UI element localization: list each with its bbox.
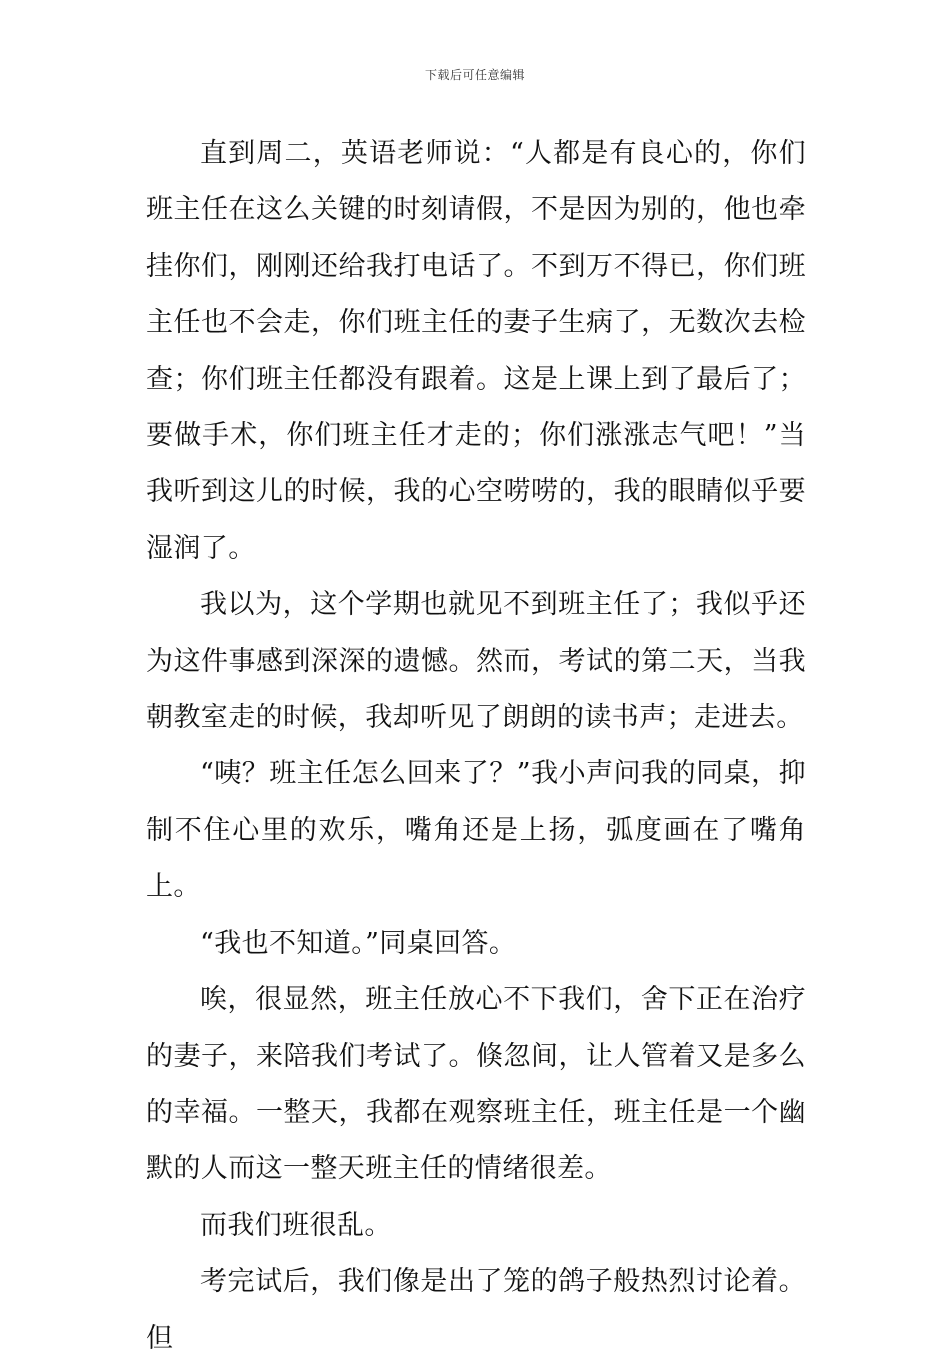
paragraph: “我也不知道。”同桌回答。 xyxy=(200,927,517,959)
paragraph: 我以为，这个学期也就见不到班主任了；我似乎还为这件事感到深深的遗憾。然而，考试的第二天，当我朝教室走的时候，我却听见了朗朗的读书声；走进去。 xyxy=(146,589,806,734)
paragraph: 直到周二，英语老师说：“人都是有良心的，你们班主任在这么关键的时刻请假，不是因为别的，他也牵挂你们，刚刚还给我打电话了。不到万不得已，你们班主任也不会走，你们班主任的妻子生病了，无数次去检查；你们班主任都没有跟着。这是上课上到了最后了；要做手术，你们班主任才走的；你们涨涨志气吧！”当我听到这儿的时候，我的心空唠唠的，我的眼睛似乎要湿润了。 xyxy=(146,138,806,564)
paragraph: “咦？班主任怎么回来了？”我小声问我的同桌，抑制不住心里的欢乐，嘴角还是上扬，弧度画在了嘴角上。 xyxy=(146,758,806,903)
article-body xyxy=(146,126,806,1367)
paragraph: 考完试后，我们像是出了笼的鸽子般热烈讨论着。但 xyxy=(146,1266,806,1354)
page-header: 下载后可任意编辑 xyxy=(424,68,525,82)
paragraph: 唉，很显然，班主任放心不下我们，舍下正在治疗的妻子，来陪我们考试了。倏忽间，让人管着又是多么的幸福。一整天，我都在观察班主任，班主任是一个幽默的人而这一整天班主任的情绪很差。 xyxy=(146,984,806,1185)
paragraph: 而我们班很乱。 xyxy=(200,1209,392,1241)
